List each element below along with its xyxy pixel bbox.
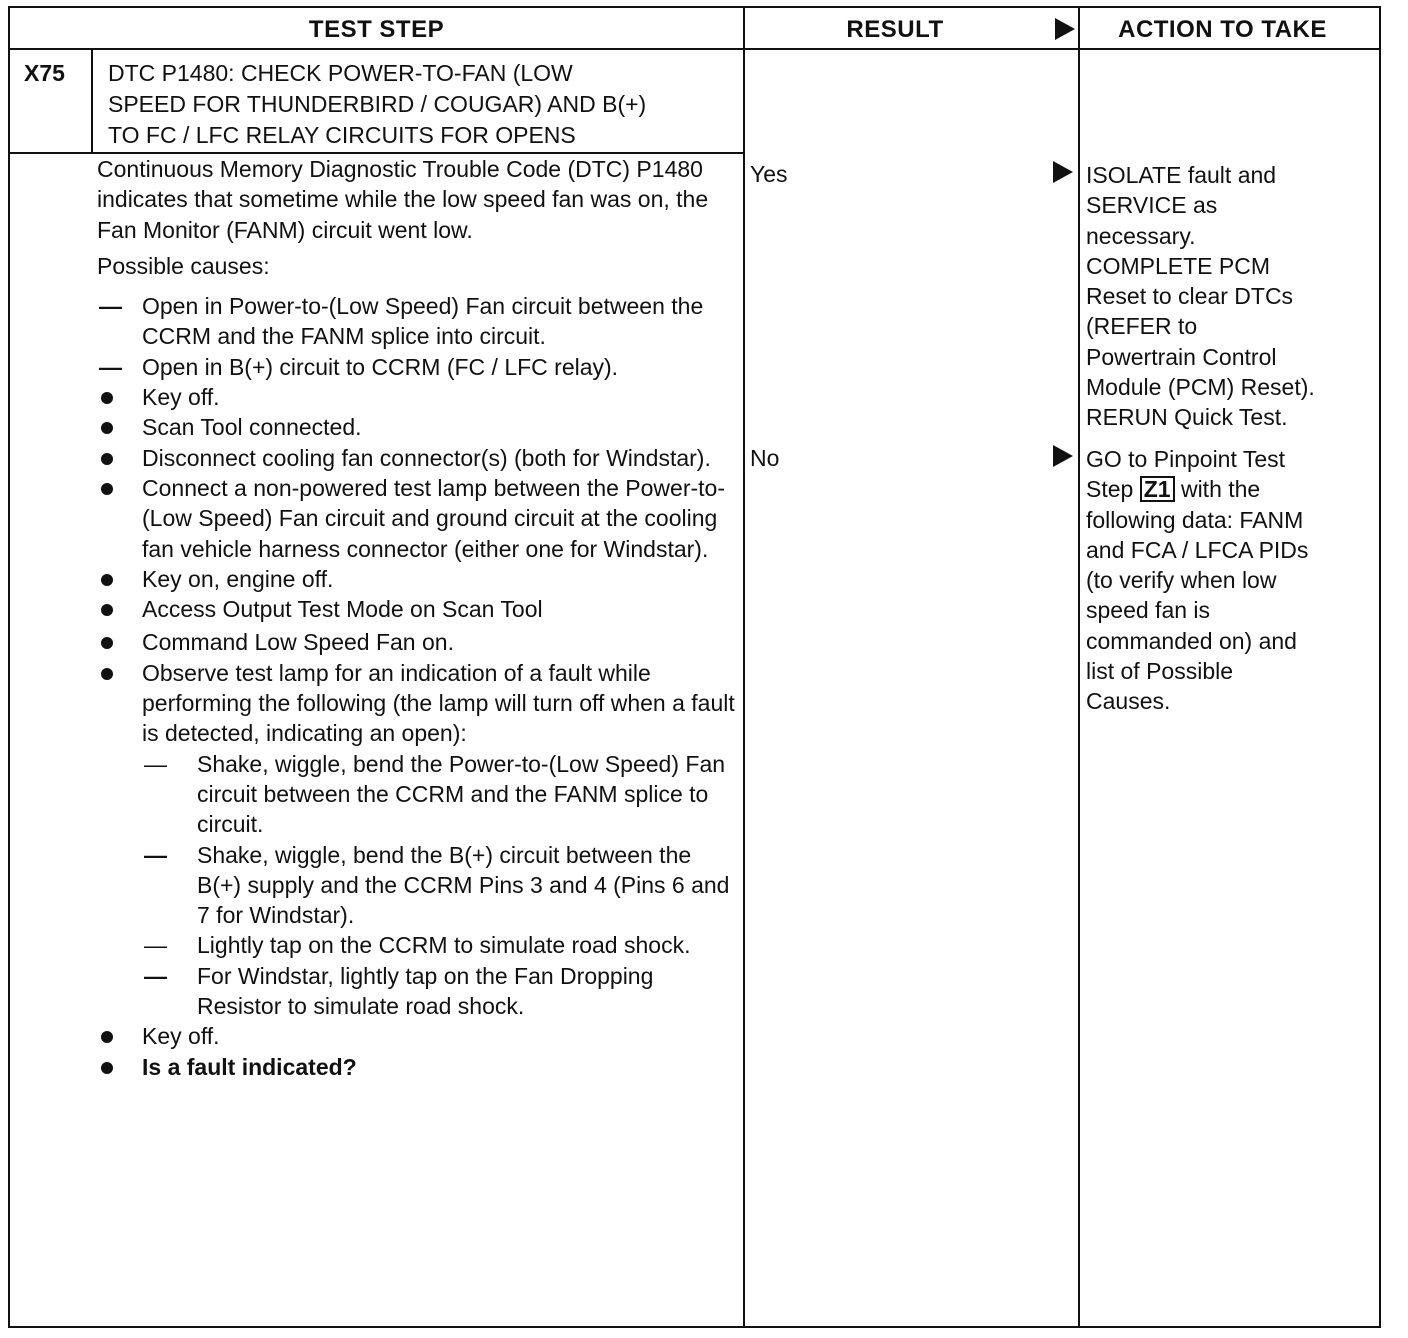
sub-step-item — [97, 749, 737, 840]
action-line: following data: FANM — [1086, 506, 1304, 533]
cause-text: Open in Power-to-(Low Speed) Fan circuit between the CCRM and the FANM splice into circuit. — [142, 293, 704, 350]
step-item — [97, 594, 737, 624]
step-item — [97, 627, 737, 657]
action-line: GO to Pinpoint Test — [1086, 446, 1286, 472]
action-line — [1086, 474, 1371, 504]
step-text: Key on, engine off. — [142, 565, 334, 592]
bullet-icon — [101, 1062, 113, 1074]
bullet-icon — [101, 453, 113, 465]
step-text: Key off. — [142, 1023, 220, 1050]
bullet-icon — [101, 668, 113, 680]
dash-icon: — — [144, 841, 167, 868]
action-line: and FCA / LFCA PIDs — [1086, 536, 1309, 563]
result-yes: Yes — [750, 161, 788, 187]
action-line: Powertrain Control — [1086, 343, 1277, 370]
step-text: Disconnect cooling fan connector(s) (both for Windstar). — [142, 444, 711, 471]
header-action: ACTION TO TAKE — [1118, 16, 1327, 43]
result-no: No — [750, 445, 780, 471]
header-test-step: TEST STEP — [308, 16, 445, 43]
bullet-icon — [101, 392, 113, 404]
action-line: necessary. — [1086, 222, 1196, 249]
action-text: with the — [1180, 476, 1261, 503]
action-line: speed fan is — [1086, 597, 1211, 624]
dash-icon: — — [99, 293, 122, 320]
step-title-line: DTC P1480: CHECK POWER-TO-FAN (LOW — [108, 60, 573, 86]
action-line: (REFER to — [1086, 313, 1198, 340]
arrow-right-icon — [1053, 161, 1073, 183]
dash-icon: — — [144, 932, 167, 959]
action-no — [1086, 444, 1371, 717]
action-column-divider — [1078, 8, 1080, 1326]
cause-item — [97, 352, 737, 382]
sub-step-text: For Windstar, lightly tap on the Fan Dropping Resistor to simulate road shock. — [197, 962, 654, 1020]
step-item — [97, 412, 737, 442]
question-text: Is a fault indicated? — [142, 1053, 357, 1080]
action-line: list of Possible — [1086, 658, 1234, 685]
dash-icon: — — [99, 353, 122, 380]
action-text: Step — [1086, 476, 1134, 503]
cause-item — [97, 291, 737, 352]
action-line: Causes. — [1086, 688, 1171, 715]
step-text: Command Low Speed Fan on. — [142, 629, 454, 656]
action-yes — [1086, 160, 1371, 433]
bullet-icon — [101, 574, 113, 586]
step-text: Scan Tool connected. — [142, 414, 362, 441]
question-item — [97, 1052, 737, 1082]
arrow-right-icon — [1055, 18, 1075, 40]
intro-text: Continuous Memory Diagnostic Trouble Code (DTC) P1480 indicates that sometime while the low speed fan was on, the Fan Monitor (FANM) circuit went low. — [97, 156, 709, 243]
step-item — [97, 1021, 737, 1051]
sub-step-item — [97, 840, 737, 931]
sub-step-text: Lightly tap on the CCRM to simulate road shock. — [197, 932, 691, 959]
step-item — [97, 443, 737, 473]
step-title — [108, 58, 744, 151]
step-code: X75 — [24, 60, 65, 86]
bullet-icon — [101, 604, 113, 616]
sub-step-text: Shake, wiggle, bend the Power-to-(Low Speed) Fan circuit between the CCRM and the FANM splice to circuit. — [197, 750, 726, 838]
pinpoint-step-link[interactable]: Z1 — [1140, 476, 1175, 502]
sub-step-item — [97, 961, 737, 1022]
arrow-right-icon — [1053, 445, 1073, 467]
step-item — [97, 564, 737, 594]
bullet-icon — [101, 637, 113, 649]
action-line: COMPLETE PCM — [1086, 252, 1271, 279]
bullet-icon — [101, 1031, 113, 1043]
sub-step-item — [97, 930, 737, 960]
step-text: Key off. — [142, 384, 220, 411]
bullet-icon — [101, 422, 113, 434]
bullet-icon — [101, 483, 113, 495]
action-line: Reset to clear DTCs — [1086, 283, 1294, 310]
test-step-body — [97, 154, 737, 1082]
step-item — [97, 382, 737, 412]
action-line: SERVICE as — [1086, 192, 1218, 219]
possible-causes-label: Possible causes: — [97, 252, 270, 279]
result-column-divider — [743, 8, 745, 1326]
action-line: RERUN Quick Test. — [1086, 404, 1288, 431]
step-title-line: SPEED FOR THUNDERBIRD / COUGAR) AND B(+) — [108, 91, 647, 117]
dash-icon: — — [144, 962, 167, 989]
step-text: Connect a non-powered test lamp between the Power-to-(Low Speed) Fan circuit and ground circuit at the cooling fan vehicle harness connector (either one for Windstar). — [142, 474, 725, 562]
step-text: Observe test lamp for an indication of a fault while performing the following (the lamp will turn off when a fault is detected, indicating an open): — [142, 659, 735, 747]
step-title-line: TO FC / LFC RELAY CIRCUITS FOR OPENS — [108, 122, 576, 148]
action-line: (to verify when low — [1086, 567, 1277, 594]
code-column-divider — [91, 50, 93, 152]
action-line: commanded on) and — [1086, 627, 1297, 654]
action-line: Module (PCM) Reset). — [1086, 374, 1315, 401]
step-item — [97, 473, 737, 564]
action-line: ISOLATE fault and — [1086, 162, 1277, 188]
step-text: Access Output Test Mode on Scan Tool — [142, 596, 543, 623]
step-item — [97, 658, 737, 749]
header-result: RESULT — [846, 16, 944, 43]
sub-step-text: Shake, wiggle, bend the B(+) circuit between the B(+) supply and the CCRM Pins 3 and 4 (Pins 6 and 7 for Windstar). — [197, 841, 730, 929]
dash-icon: — — [144, 750, 167, 777]
cause-text: Open in B(+) circuit to CCRM (FC / LFC relay). — [142, 353, 619, 380]
